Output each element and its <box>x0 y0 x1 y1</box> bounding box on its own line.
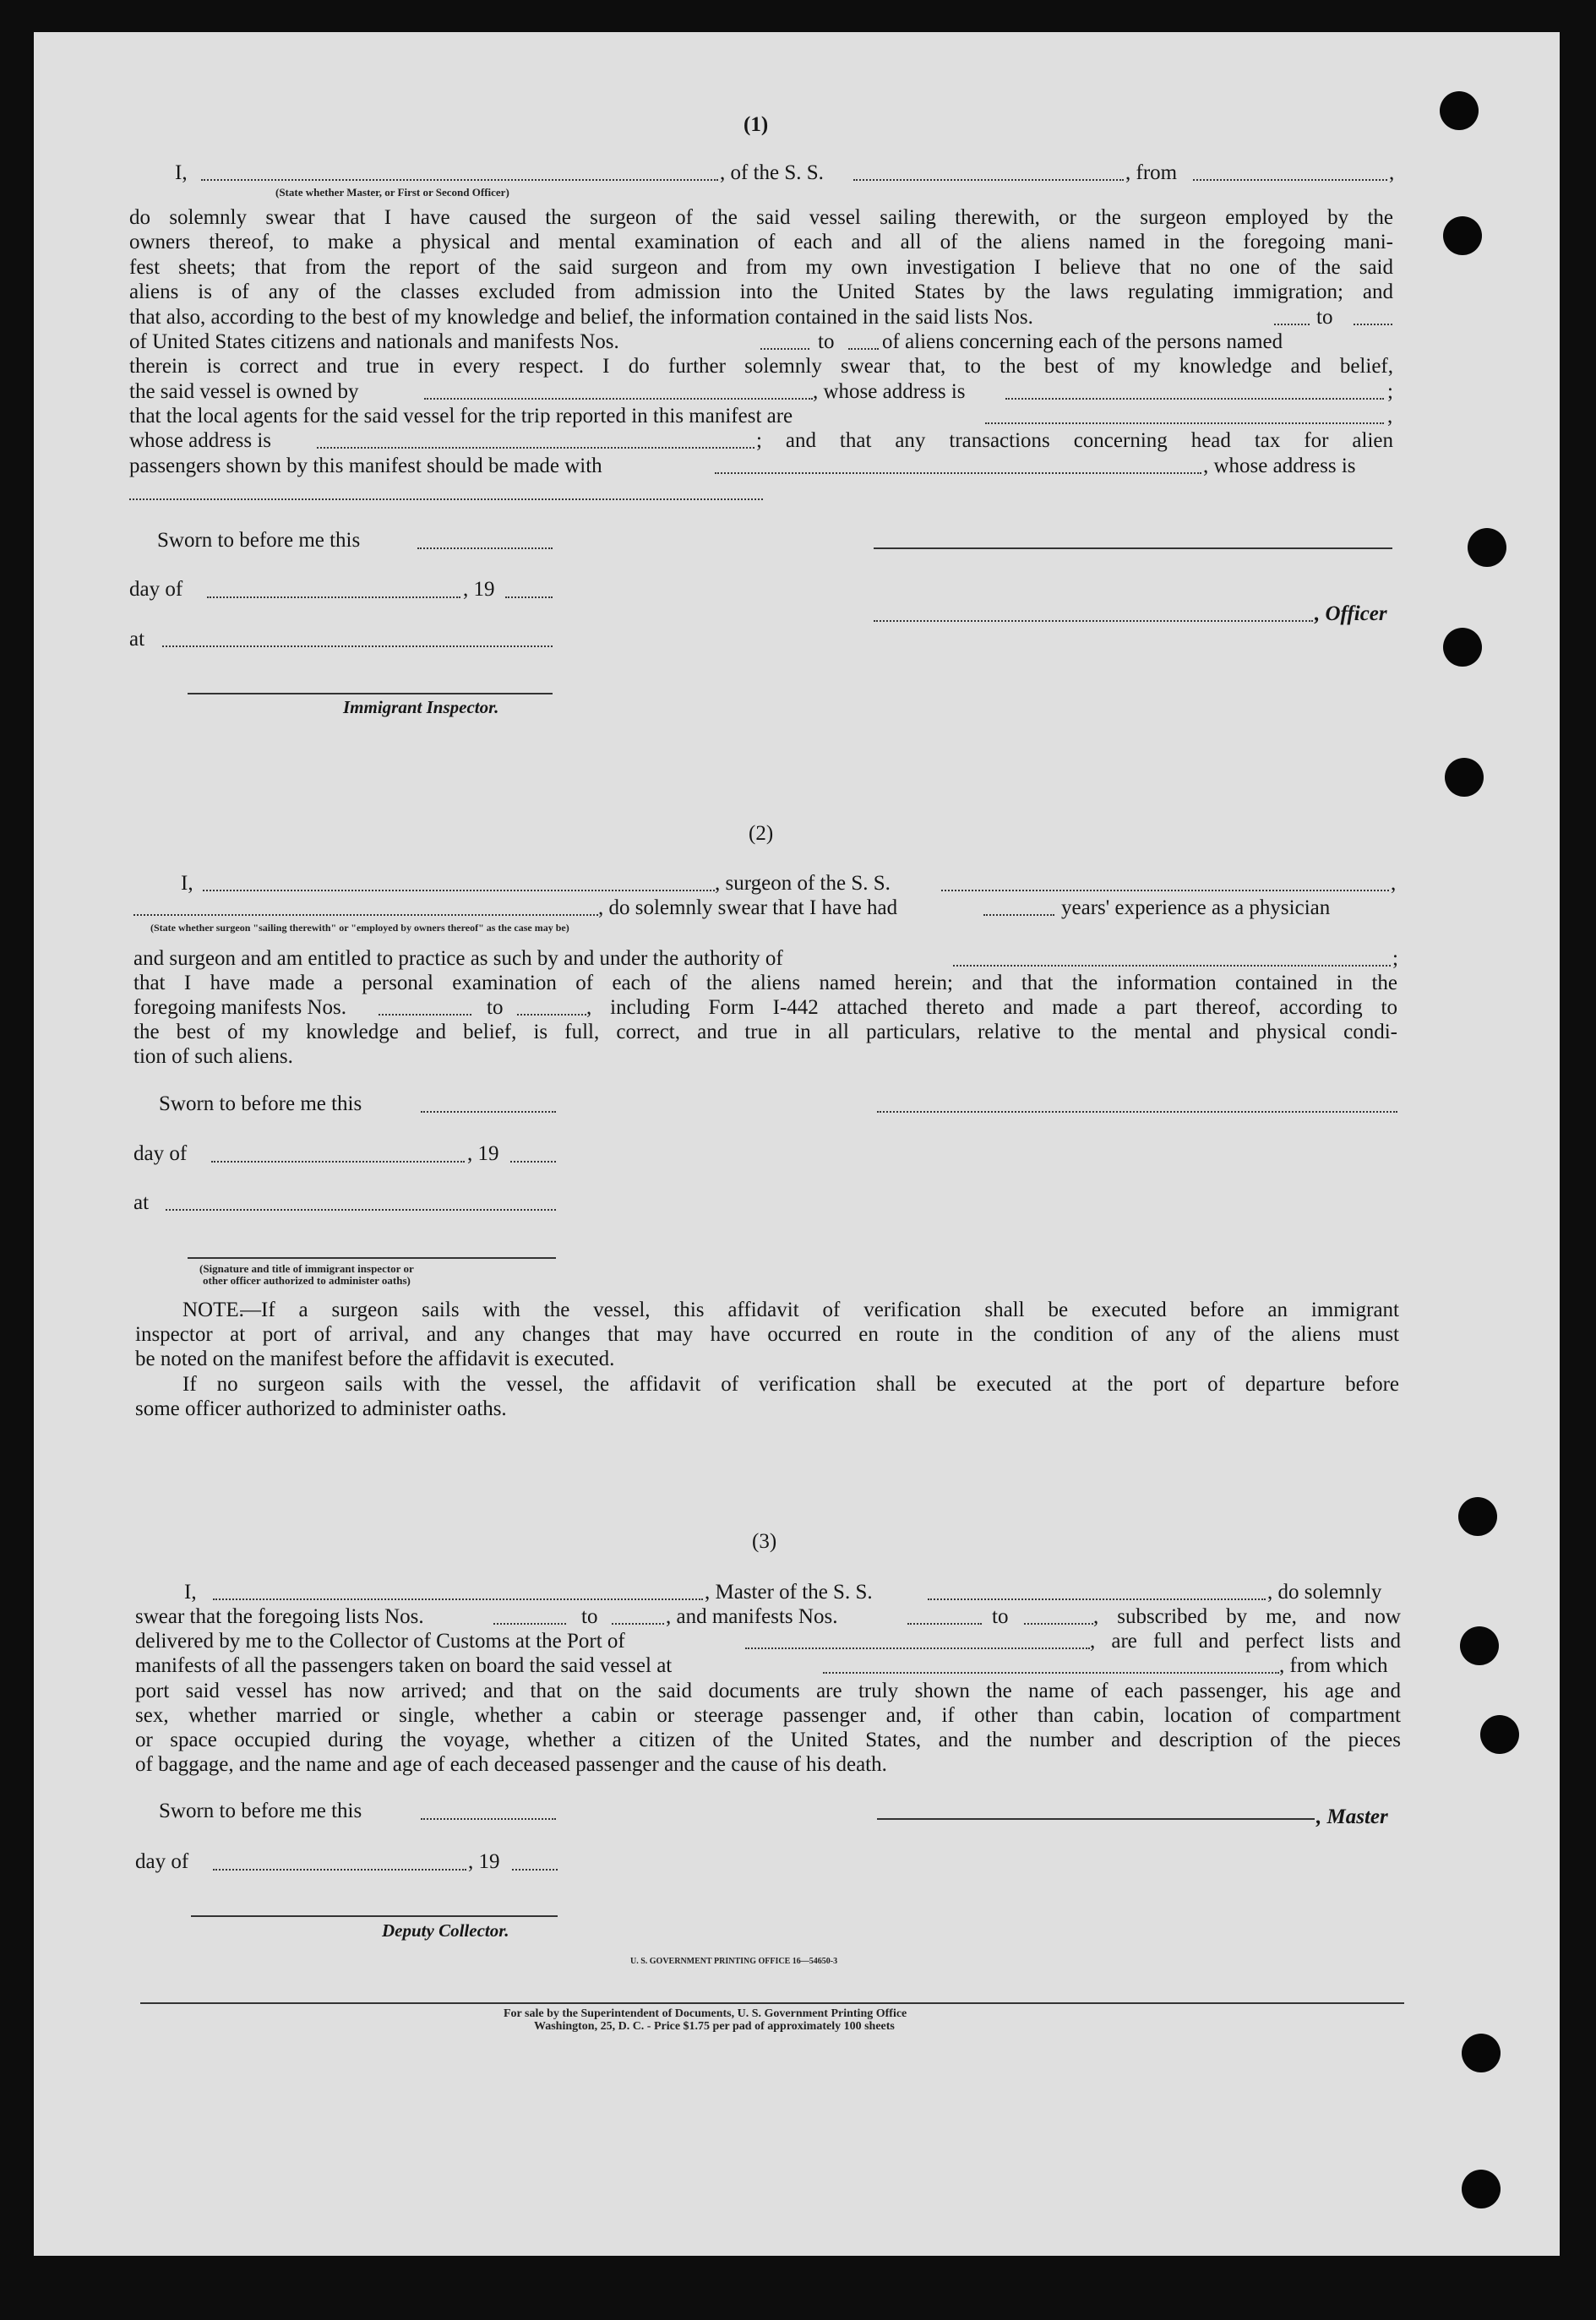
s3-lists-from-blank[interactable] <box>493 1623 566 1625</box>
s1-agents-text: that the local agents for the said vessel for the trip reported in this manifest are <box>129 405 793 428</box>
punch-hole <box>1468 528 1506 567</box>
s2-surgeon-name-blank[interactable] <box>203 890 715 891</box>
s2-sig-hint-1: (Signature and title of immigrant inspector or <box>199 1262 414 1275</box>
s1-semicolon: ; <box>1387 380 1393 403</box>
s2-comma: , <box>1391 872 1397 895</box>
s3-para-line: port said vessel has now arrived; and that on the said documents are truly shown the name of each passenger, his age and <box>135 1680 1401 1702</box>
s2-years-blank[interactable] <box>983 914 1054 916</box>
s2-at-blank[interactable] <box>166 1209 556 1211</box>
s1-ship-name-blank[interactable] <box>853 179 1124 181</box>
s1-manifests-to-blank[interactable] <box>848 348 879 350</box>
s2-note-last: some officer authorized to administer oaths. <box>135 1397 507 1420</box>
punch-hole <box>1443 628 1482 667</box>
s3-master-signature-line[interactable] <box>877 1818 1315 1820</box>
s2-note-line-2: If no surgeon sails with the vessel, the affidavit of verification shall be executed at the port of departure before <box>182 1373 1399 1396</box>
s2-manifests: foregoing manifests Nos. <box>133 996 347 1019</box>
s3-from-which: , from which <box>1279 1654 1388 1677</box>
s3-master-of: , Master of the S. S. <box>705 1581 873 1604</box>
s3-para-line: sex, whether married or single, whether a cabin or steerage passenger and, if other than cabin, location of compartment <box>135 1704 1401 1727</box>
s2-note-line: —If a surgeon sails with the vessel, this affidavit of verification shall be executed before an immigrant <box>240 1299 1399 1321</box>
s3-master-name-blank[interactable] <box>213 1598 703 1600</box>
s3-para-line: or space occupied during the voyage, whether a citizen of the United States, and the number and description of the pieces <box>135 1729 1401 1751</box>
s1-lists-from-blank[interactable] <box>1274 324 1310 325</box>
s3-ship-name-blank[interactable] <box>928 1598 1266 1600</box>
s2-semicolon: ; <box>1392 947 1398 970</box>
gpo-imprint: U. S. GOVERNMENT PRINTING OFFICE 16—54650-3 <box>630 1957 838 1966</box>
s3-master-label: , Master <box>1316 1805 1388 1828</box>
s3-sworn: Sworn to before me this <box>159 1800 362 1822</box>
section-3-number: (3) <box>752 1530 777 1553</box>
s2-year-blank[interactable] <box>510 1161 556 1163</box>
punch-hole <box>1440 91 1479 130</box>
s3-sworn-blank[interactable] <box>421 1818 556 1820</box>
section-1-number: (1) <box>744 113 769 136</box>
s1-agents-address-blank[interactable] <box>317 447 754 449</box>
s3-to-1: to <box>581 1605 598 1628</box>
s3-year: , 19 <box>468 1850 500 1873</box>
s1-manifests-to: to <box>818 330 835 353</box>
sale-line-2: Washington, 25, D. C. - Price $1.75 per pad of approximately 100 sheets <box>534 2020 895 2033</box>
s2-note-line: be noted on the manifest before the affidavit is executed. <box>135 1348 615 1370</box>
s1-passengers-text: passengers shown by this manifest should be made with <box>129 455 602 477</box>
s1-officer-label: , Officer <box>1315 602 1387 625</box>
s2-note-label: NOTE. <box>182 1299 244 1321</box>
s1-head-tax: ; and that any transactions concerning head tax for alien <box>756 429 1393 452</box>
s2-manifests-from-blank[interactable] <box>379 1014 471 1016</box>
s1-of-ss-label: , of the S. S. <box>720 161 824 184</box>
s2-at: at <box>133 1191 150 1214</box>
s1-officer-hint: (State whether Master, or First or Second Officer) <box>275 186 509 199</box>
s1-head-tax-agent-blank[interactable] <box>715 472 1201 474</box>
s2-years: years' experience as a physician <box>1061 896 1331 919</box>
s3-swear-lists: swear that the foregoing lists Nos. <box>135 1605 424 1628</box>
s1-manifests-from-blank[interactable] <box>760 348 809 350</box>
s1-correct-line: therein is correct and true in every respect. I do further solemnly swear that, to the best of my knowledge and belief, <box>129 355 1393 378</box>
s3-solemnly: , do solemnly <box>1267 1581 1382 1604</box>
s2-sworn: Sworn to before me this <box>159 1092 362 1115</box>
s1-agents-blank[interactable] <box>985 422 1384 424</box>
s1-owned-by: the said vessel is owned by <box>129 380 359 403</box>
s1-at-blank[interactable] <box>162 645 553 647</box>
s2-sworn-blank[interactable] <box>421 1111 556 1113</box>
s3-lists-to-blank[interactable] <box>612 1623 664 1625</box>
s2-status-hint: (State whether surgeon "sailing therewith" or "employed by owners thereof" as the case may be) <box>150 922 569 934</box>
s3-i-label: I, <box>184 1581 197 1604</box>
punch-hole <box>1480 1715 1519 1754</box>
s1-para-line: fest sheets; that from the report of the said surgeon and from my own investigation I believe that no one of the said <box>129 256 1393 279</box>
s2-day-of: day of <box>133 1142 188 1165</box>
s2-swear: , do solemnly swear that I have had <box>598 896 898 919</box>
punch-hole <box>1462 2170 1501 2208</box>
sale-line-1: For sale by the Superintendent of Documents, U. S. Government Printing Office <box>504 2007 907 2020</box>
s2-year: , 19 <box>467 1142 499 1165</box>
s1-port-from-blank[interactable] <box>1193 179 1387 181</box>
s1-year: , 19 <box>463 578 495 601</box>
s3-deputy-signature-line[interactable] <box>191 1915 558 1917</box>
s3-last-line: of baggage, and the name and age of each deceased passenger and the cause of his death. <box>135 1753 887 1776</box>
s1-year-blank[interactable] <box>505 596 553 598</box>
footer-rule <box>140 2002 1404 2004</box>
s2-surgeon-of: , surgeon of the S. S. <box>715 872 891 895</box>
s3-manifests-all: manifests of all the passengers taken on board the said vessel at <box>135 1654 673 1677</box>
s2-exam-line: that I have made a personal examination of each of the aliens named herein; and that the information contained in the <box>133 972 1397 994</box>
s1-owner-blank[interactable] <box>424 398 813 400</box>
s1-agents-comma: , <box>1387 405 1393 428</box>
s3-deputy-label: Deputy Collector. <box>382 1920 509 1941</box>
s3-delivered: delivered by me to the Collector of Customs at the Port of <box>135 1630 625 1653</box>
s1-sworn: Sworn to before me this <box>157 529 361 552</box>
s2-last-line: tion of such aliens. <box>133 1045 293 1068</box>
s1-day-blank[interactable] <box>207 596 460 598</box>
s3-subscribed: , subscribed by me, and now <box>1093 1605 1401 1628</box>
s1-owner-address-blank[interactable] <box>1005 398 1384 400</box>
s3-year-blank[interactable] <box>512 1869 558 1871</box>
s1-at: at <box>129 628 145 651</box>
s1-head-tax-address-blank[interactable] <box>129 498 763 500</box>
s1-lists-nos-text: that also, according to the best of my knowledge and belief, the information contained in the said lists Nos. <box>129 306 1033 329</box>
s1-passengers-address: , whose address is <box>1203 455 1356 477</box>
s2-ship-name-blank[interactable] <box>941 890 1389 891</box>
s2-authority-blank[interactable] <box>953 965 1391 967</box>
s2-surgeon-status-blank[interactable] <box>133 914 598 916</box>
s3-day-blank[interactable] <box>213 1869 466 1871</box>
s1-from-label: , from <box>1125 161 1178 184</box>
punch-hole <box>1460 1626 1499 1665</box>
s1-officer-title-blank[interactable] <box>874 620 1313 622</box>
s1-sworn-blank[interactable] <box>417 547 553 549</box>
punch-hole <box>1443 216 1482 255</box>
s2-best-line: the best of my knowledge and belief, is full, correct, and true in all particulars, relative to the mental and physical condi- <box>133 1021 1397 1043</box>
s3-embark-port-blank[interactable] <box>823 1672 1279 1674</box>
s3-day-of: day of <box>135 1850 189 1873</box>
s1-officer-signature-line[interactable] <box>874 547 1392 549</box>
s1-para-line: aliens is of any of the classes excluded from admission into the United States by the laws regulating immigration; and <box>129 280 1393 303</box>
s2-authority: and surgeon and am entitled to practice as such by and under the authority of <box>133 947 783 970</box>
s1-manifests-text: of United States citizens and nationals and manifests Nos. <box>129 330 619 353</box>
s1-whose-address: whose address is <box>129 429 272 452</box>
s1-day-of: day of <box>129 578 183 601</box>
s1-officer-name-blank[interactable] <box>201 179 718 181</box>
s3-and-manifests: , and manifests Nos. <box>666 1605 838 1628</box>
punch-hole <box>1458 1497 1497 1536</box>
s1-para-line: do solemnly swear that I have caused the surgeon of the said vessel sailing therewith, or the surgeon employed by the <box>129 206 1393 229</box>
s2-to: to <box>487 996 504 1019</box>
s1-inspector-label: Immigrant Inspector. <box>343 697 499 717</box>
s1-para-line: owners thereof, to make a physical and mental examination of each and all of the aliens named in the foregoing mani- <box>129 231 1393 253</box>
s2-inspector-signature-line[interactable] <box>188 1257 556 1259</box>
s2-sig-hint-2: other officer authorized to administer oaths) <box>203 1274 411 1287</box>
s1-lists-to: to <box>1316 306 1333 329</box>
s3-manifests-to-blank[interactable] <box>1024 1623 1093 1625</box>
s3-full-perfect: , are full and perfect lists and <box>1090 1630 1401 1653</box>
s3-port-blank[interactable] <box>745 1647 1090 1649</box>
s1-owner-address-label: , whose address is <box>813 380 966 403</box>
s1-comma: , <box>1389 161 1395 184</box>
s2-form: , including Form I-442 attached thereto and made a part thereof, according to <box>586 996 1397 1019</box>
s3-manifests-from-blank[interactable] <box>907 1623 982 1625</box>
s3-to-2: to <box>992 1605 1009 1628</box>
s2-manifests-to-blank[interactable] <box>517 1014 586 1016</box>
s1-aliens-text: of aliens concerning each of the persons named <box>882 330 1283 353</box>
s2-i-label: I, <box>181 872 193 895</box>
s2-note-line: inspector at port of arrival, and any changes that may have occurred en route in the condition of any of the aliens must <box>135 1323 1399 1346</box>
punch-hole <box>1445 758 1484 797</box>
section-2-number: (2) <box>749 822 774 845</box>
s2-day-blank[interactable] <box>211 1161 465 1163</box>
s1-i-label: I, <box>175 161 188 184</box>
s1-lists-to-blank[interactable] <box>1354 324 1392 325</box>
s2-signature-blank[interactable] <box>877 1111 1397 1113</box>
punch-hole <box>1462 2034 1501 2072</box>
